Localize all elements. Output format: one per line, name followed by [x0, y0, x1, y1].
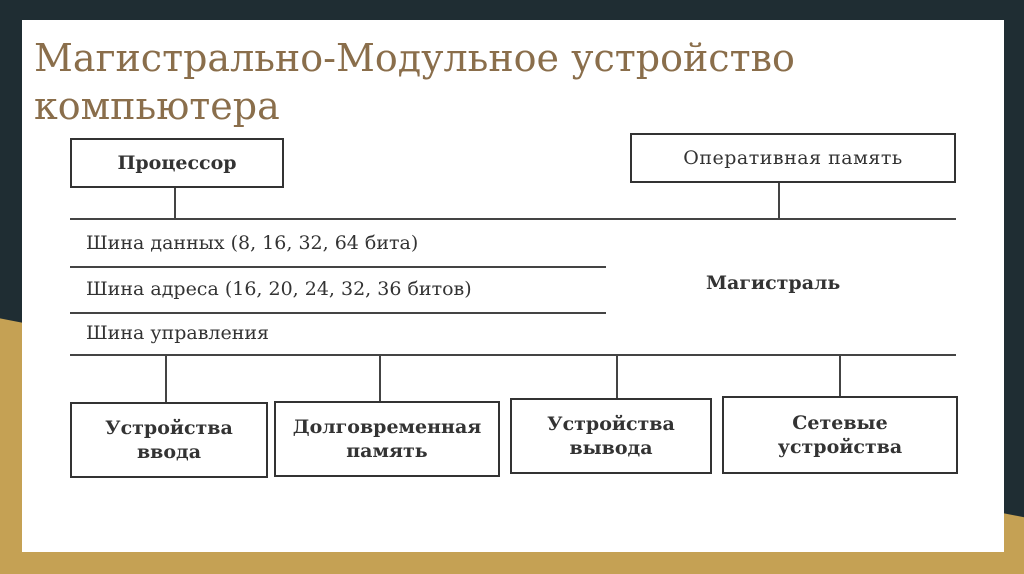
magistral-label: Магистраль: [706, 272, 841, 294]
bus-top-line: [70, 218, 956, 220]
processor-box: Процессор: [70, 138, 284, 188]
data-bus-label: Шина данных (8, 16, 32, 64 бита): [86, 232, 419, 254]
output-connector: [616, 356, 618, 398]
ram-box: Оперативная память: [630, 133, 956, 183]
ram-connector: [778, 183, 780, 220]
control-bus-label: Шина управления: [86, 322, 270, 344]
slide-title: Магистрально-Модульное устройство компьютера: [34, 36, 795, 128]
address-bus-line: [70, 312, 606, 314]
network-connector: [839, 356, 841, 396]
output-devices-box: Устройства вывода: [510, 398, 712, 474]
input-devices-box: Устройства ввода: [70, 402, 268, 478]
storage-connector: [379, 356, 381, 402]
processor-connector: [174, 188, 176, 220]
network-devices-box: Сетевые устройства: [722, 396, 958, 474]
data-bus-line: [70, 266, 606, 268]
address-bus-label: Шина адреса (16, 20, 24, 32, 36 битов): [86, 278, 472, 300]
slide: [22, 20, 1004, 552]
input-connector: [165, 356, 167, 402]
bus-diagram: [22, 20, 1004, 552]
storage-box: Долговременная память: [274, 401, 500, 477]
bus-bottom-line: [70, 354, 956, 356]
